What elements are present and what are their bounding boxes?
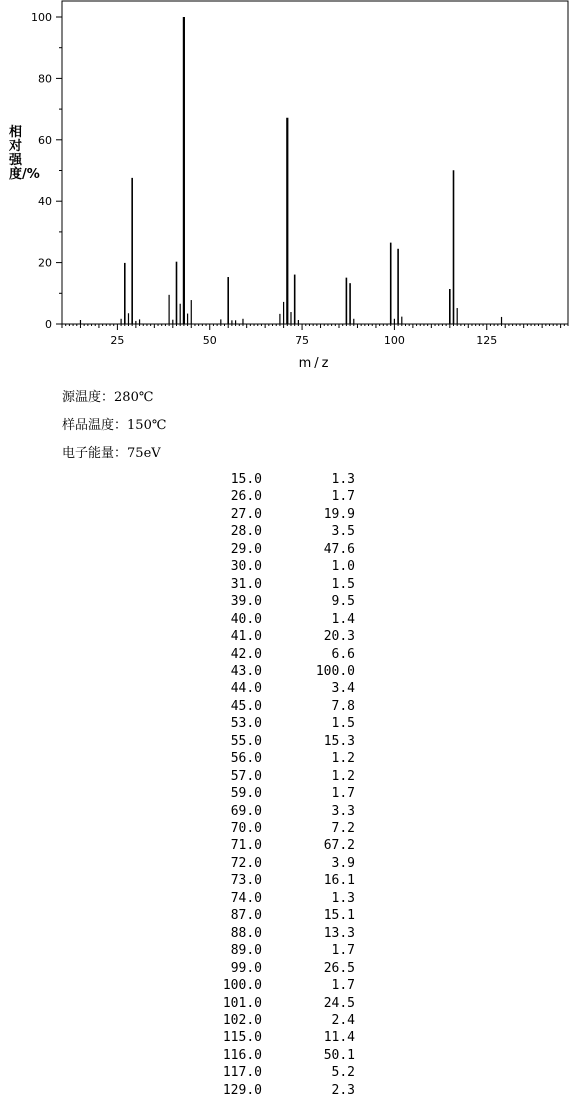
intensity-cell: 19.9 [323,506,355,522]
sample-temperature-value: 150℃ [127,418,167,433]
sample-temperature-label: 样品温度 [62,418,115,433]
intensity-cell: 67.2 [323,838,355,854]
table-row [0,1083,570,1100]
table-row [0,577,570,594]
table-row [0,804,570,821]
mz-cell: 117.0 [222,1065,262,1081]
mz-cell: 57.0 [230,768,262,784]
mz-cell: 41.0 [230,629,262,645]
source-temperature-value: 280℃ [114,390,154,405]
mz-cell: 88.0 [230,925,262,941]
y-tick-label: 20 [38,256,52,270]
mz-cell: 40.0 [230,611,262,627]
x-tick-label: 25 [110,334,125,347]
table-row [0,681,570,698]
y-tick-label: 0 [45,318,52,331]
table-row [0,489,570,506]
table-row [0,716,570,733]
intensity-cell: 1.0 [331,559,355,575]
intensity-cell: 7.8 [331,698,355,714]
intensity-cell: 3.9 [331,855,355,871]
intensity-cell: 20.3 [323,629,355,645]
mz-cell: 99.0 [230,960,262,976]
mz-cell: 69.0 [230,803,262,819]
intensity-cell: 15.1 [323,908,355,924]
intensity-cell: 26.5 [323,960,355,976]
mz-cell: 87.0 [230,908,262,924]
intensity-cell: 1.7 [331,489,355,505]
mz-cell: 59.0 [230,786,262,802]
plot-frame [62,1,568,324]
mz-cell: 72.0 [230,855,262,871]
y-axis-label: 相对强度/% [9,125,40,182]
y-tick-label: 100 [31,11,52,24]
table-row [0,524,570,541]
table-row [0,734,570,751]
mz-cell: 45.0 [230,698,262,714]
mz-cell: 73.0 [230,873,262,889]
intensity-cell: 7.2 [331,821,355,836]
x-tick-label: 75 [295,334,310,347]
intensity-cell: 100.0 [315,663,355,679]
table-row [0,629,570,646]
electron-energy: 电子能量：75eV [62,446,161,461]
sample-temperature: 样品温度：150℃ [62,418,167,433]
intensity-cell: 11.4 [323,1030,355,1046]
peak-bars [80,17,501,324]
table-row [0,769,570,786]
intensity-cell: 47.6 [323,541,355,557]
intensity-cell: 2.4 [331,1012,355,1028]
intensity-cell: 2.3 [331,1082,355,1098]
y-tick-label: 60 [38,133,52,147]
mz-cell: 102.0 [222,1012,262,1028]
intensity-cell: 1.7 [331,786,355,802]
intensity-cell: 9.5 [331,594,355,610]
y-tick-label: 80 [38,72,52,86]
x-axis-ticks [62,324,568,347]
intensity-cell: 1.5 [331,716,355,732]
table-row [0,664,570,681]
mz-cell: 71.0 [230,838,262,854]
mz-cell: 31.0 [230,576,262,592]
intensity-cell: 1.3 [331,472,355,487]
table-row [0,891,570,908]
x-tick-label: 125 [476,334,498,347]
intensity-cell: 24.5 [323,995,355,1011]
intensity-cell: 13.3 [323,925,355,941]
intensity-cell: 15.3 [323,733,355,749]
intensity-cell: 1.2 [331,751,355,767]
intensity-cell: 1.7 [331,978,355,994]
table-row [0,978,570,995]
intensity-cell: 5.2 [331,1065,355,1081]
table-row [0,996,570,1013]
table-row [0,647,570,664]
table-row [0,751,570,768]
mz-cell: 89.0 [230,943,262,959]
mz-cell: 26.0 [230,489,262,505]
table-row [0,943,570,960]
mz-cell: 29.0 [230,541,262,557]
table-row [0,926,570,943]
table-row [0,1013,570,1030]
mass-spectrum-chart [0,0,570,375]
table-row [0,821,570,838]
table-row [0,1048,570,1065]
source-temperature-label: 源温度 [62,390,102,405]
mz-cell: 30.0 [230,559,262,575]
mz-cell: 39.0 [230,594,262,610]
table-row [0,838,570,855]
table-row [0,1065,570,1082]
intensity-cell: 1.5 [331,576,355,592]
x-tick-label: 50 [202,334,217,347]
table-row [0,559,570,576]
table-row [0,472,570,489]
mz-cell: 116.0 [222,1047,262,1063]
table-row [0,786,570,803]
table-row [0,507,570,524]
table-row [0,856,570,873]
mz-cell: 55.0 [230,733,262,749]
table-row [0,699,570,716]
intensity-cell: 1.3 [331,890,355,906]
table-row [0,612,570,629]
mz-cell: 101.0 [222,995,262,1011]
intensity-cell: 16.1 [323,873,355,889]
mz-cell: 42.0 [230,646,262,662]
mz-cell: 43.0 [230,663,262,679]
mz-cell: 100.0 [222,978,262,994]
intensity-cell: 1.2 [331,768,355,784]
mz-cell: 44.0 [230,681,262,697]
mz-cell: 70.0 [230,821,262,836]
intensity-cell: 1.7 [331,943,355,959]
mz-cell: 15.0 [230,472,262,487]
mz-cell: 28.0 [230,524,262,540]
intensity-cell: 3.3 [331,803,355,819]
x-tick-label: 100 [383,334,405,347]
intensity-cell: 3.5 [331,524,355,540]
table-row [0,873,570,890]
source-temperature: 源温度：280℃ [62,390,154,405]
mz-cell: 115.0 [222,1030,262,1046]
intensity-cell: 1.4 [331,611,355,627]
table-row [0,542,570,559]
electron-energy-value: 75eV [127,446,161,461]
mz-cell: 74.0 [230,890,262,906]
intensity-cell: 6.6 [331,646,355,662]
x-axis-label: m/z [298,356,332,371]
table-row [0,961,570,978]
table-row [0,1030,570,1047]
intensity-cell: 3.4 [331,681,355,697]
table-row [0,908,570,925]
intensity-cell: 50.1 [323,1047,355,1063]
table-row [0,594,570,611]
mz-cell: 53.0 [230,716,262,732]
y-tick-label: 40 [38,195,52,209]
mz-cell: 129.0 [222,1082,262,1098]
mz-cell: 56.0 [230,751,262,767]
electron-energy-label: 电子能量 [62,446,115,461]
mz-cell: 27.0 [230,506,262,522]
